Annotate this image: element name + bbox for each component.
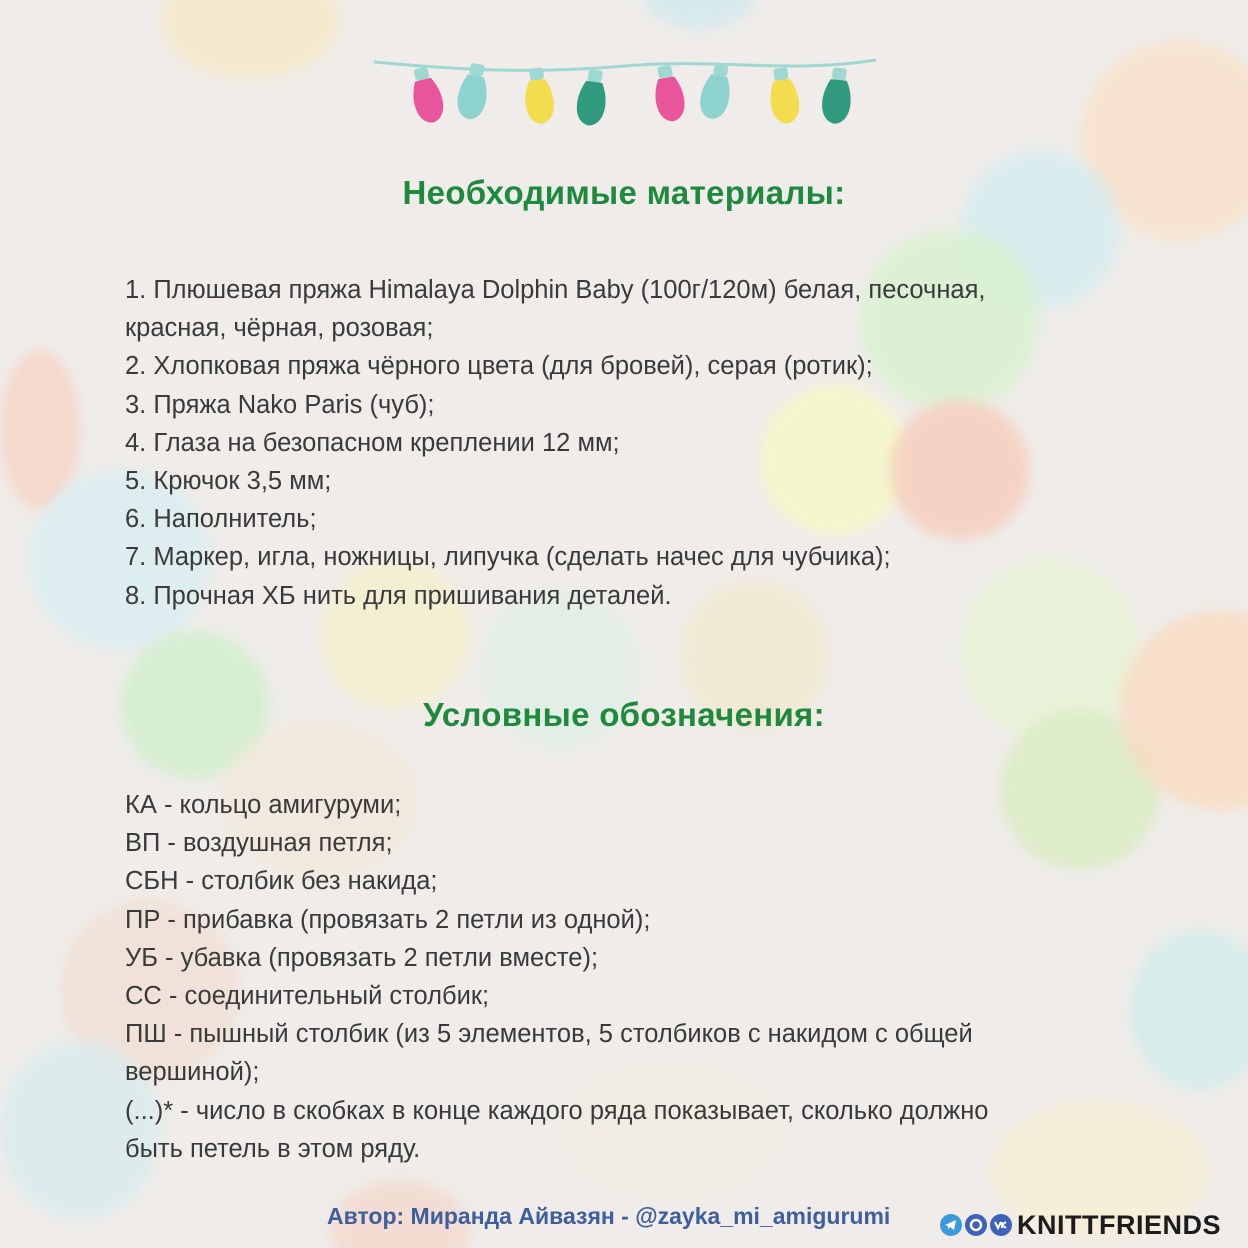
- light-bulb-icon: [697, 61, 736, 122]
- list-item: СС - соединительный столбик;: [125, 982, 490, 1011]
- list-item: ПР - прибавка (провязать 2 петли из одной);: [125, 905, 651, 934]
- list-item: 1. Плюшевая пряжа Himalaya Dolphin Baby (100г/120м) белая, песочная,: [125, 276, 986, 304]
- list-item: ПШ - пышный столбик (из 5 элементов, 5 столбиков с накидом с общей: [125, 1020, 973, 1049]
- telegram-icon: [940, 1214, 962, 1236]
- list-item: 7. Маркер, игла, ножницы, липучка (сделать начес для чубчика);: [125, 543, 891, 572]
- list-item: СБН - столбик без накида;: [125, 867, 438, 896]
- vk-icon: [990, 1214, 1012, 1236]
- light-bulb-icon: [522, 67, 556, 126]
- brand-watermark: [940, 1207, 1221, 1243]
- abbreviations-title: Условные обозначения:: [423, 696, 825, 733]
- list-item: быть петель в этом ряду.: [125, 1134, 421, 1163]
- list-item: 4. Глаза на безопасном креплении 12 мм;: [125, 428, 620, 457]
- light-bulb-icon: [766, 66, 802, 125]
- ok-icon: [965, 1214, 987, 1236]
- brand-name: KNITTFRIENDS: [1017, 1209, 1221, 1240]
- list-item: (...)* - число в скобках в конце каждого ряда показывает, сколько должно: [125, 1096, 989, 1125]
- list-item: УБ - убавка (провязать 2 петли вместе);: [125, 943, 599, 972]
- light-bulb-icon: [650, 64, 688, 124]
- list-item: красная, чёрная, розовая;: [125, 314, 434, 343]
- light-bulb-icon: [406, 65, 447, 126]
- list-item: 6. Наполнитель;: [125, 505, 317, 534]
- christmas-lights-garland-icon: [370, 52, 880, 142]
- list-item: КА - кольцо амигуруми;: [125, 791, 402, 819]
- light-bulb-icon: [820, 67, 854, 126]
- list-item: вершиной);: [125, 1058, 260, 1087]
- abbreviations-list: [125, 786, 1085, 1168]
- materials-list: [125, 271, 1085, 615]
- list-item: 2. Хлопковая пряжа чёрного цвета (для бровей), серая (ротик);: [125, 352, 873, 381]
- list-item: 5. Крючок 3,5 мм;: [125, 467, 332, 496]
- list-item: 3. Пряжа Nako Paris (чуб);: [125, 390, 435, 419]
- list-item: 8. Прочная ХБ нить для пришивания деталей.: [125, 581, 672, 610]
- light-bulb-icon: [574, 68, 610, 127]
- materials-title: Необходимые материалы:: [402, 174, 846, 211]
- list-item: ВП - воздушная петля;: [125, 829, 393, 858]
- author-credit: Автор: Миранда Айвазян - @zayka_mi_amigurumi: [327, 1203, 891, 1229]
